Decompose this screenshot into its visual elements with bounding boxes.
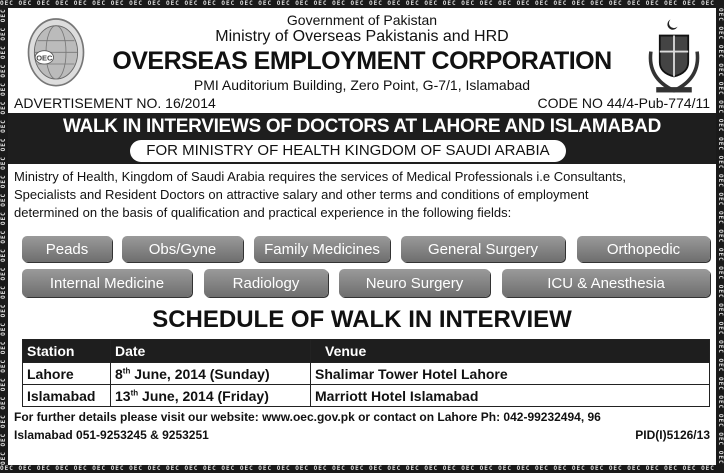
advertisement: [8, 8, 716, 465]
field-chip: Family Medicines: [254, 236, 390, 262]
date-cell: 13th June, 2014 (Friday): [111, 385, 311, 407]
schedule-table: [22, 339, 710, 407]
header-venue: Venue: [311, 340, 710, 363]
footer: [14, 408, 710, 444]
field-chip: Radiology: [204, 269, 328, 297]
field-chip: General Surgery: [401, 236, 565, 262]
field-chip: Peads: [22, 236, 112, 262]
intro-line: Ministry of Health, Kingdom of Saudi Arabia requires the services of Medical Professionals i.e Consultants,: [14, 169, 627, 184]
field-chip: Neuro Surgery: [339, 269, 490, 297]
svg-text:OEC: OEC: [36, 53, 53, 63]
field-chip: Obs/Gyne: [122, 236, 243, 262]
pid-number: PID(I)5126/13: [635, 428, 710, 442]
table-row: [23, 385, 710, 407]
field-chip: Internal Medicine: [22, 269, 192, 297]
venue-cell: Marriott Hotel Islamabad: [311, 385, 710, 407]
border-strip-top: OEC OEC OEC OEC OEC OEC OEC OEC OEC OEC OEC OEC OEC OEC OEC OEC OEC OEC OEC OEC OEC OEC OEC OEC OEC OEC OEC OEC OEC OEC OEC OEC OEC OEC OEC OEC OEC OEC OEC: [0, 0, 715, 7]
headline: WALK IN INTERVIEWS OF DOCTORS AT LAHORE AND ISLAMABAD: [62, 116, 662, 137]
subheadline: FOR MINISTRY OF HEALTH KINGDOM OF SAUDI ARABIA: [130, 140, 566, 162]
oec-logo-icon: [20, 14, 92, 94]
border-strip-left: OEC OEC OEC OEC OEC OEC OEC OEC OEC OEC OEC OEC OEC OEC OEC OEC OEC OEC OEC OEC OEC OEC OEC OEC OEC: [0, 8, 7, 465]
gov-line: Government of Pakistan: [286, 12, 438, 28]
date-cell: 8th June, 2014 (Sunday): [111, 363, 311, 385]
address: PMI Auditorium Building, Zero Point, G-7/1, Islamabad: [193, 77, 531, 93]
code-number: CODE NO 44/4-Pub-774/11: [537, 95, 710, 111]
intro-line: determined on the basis of qualification and practical experience in the following fields:: [14, 205, 512, 220]
venue-cell: Shalimar Tower Hotel Lahore: [311, 363, 710, 385]
table-row: [23, 363, 710, 385]
border-strip-bottom: OEC OEC OEC OEC OEC OEC OEC OEC OEC OEC OEC OEC OEC OEC OEC OEC OEC OEC OEC OEC OEC OEC OEC OEC OEC OEC OEC OEC OEC OEC OEC OEC OEC OEC OEC OEC OEC OEC OEC: [0, 465, 715, 472]
footer-islamabad-line: Islamabad 051-9253245 & 9253251: [14, 428, 209, 442]
station-cell: Lahore: [23, 363, 111, 385]
pakistan-emblem-icon: [640, 16, 708, 96]
ministry-line: Ministry of Overseas Pakistanis and HRD: [215, 28, 509, 45]
footer-row: [14, 426, 710, 444]
advertisement-number: ADVERTISEMENT NO. 16/2014: [14, 95, 216, 111]
header-date: Date: [111, 340, 311, 363]
border-strip-right: OEC OEC OEC OEC OEC OEC OEC OEC OEC OEC OEC OEC OEC OEC OEC OEC OEC OEC OEC OEC OEC OEC OEC OEC OEC: [717, 8, 724, 465]
header-station: Station: [23, 340, 111, 363]
schedule-title: SCHEDULE OF WALK IN INTERVIEW: [152, 306, 572, 333]
table-header-row: [23, 340, 710, 363]
station-cell: Islamabad: [23, 385, 111, 407]
org-title: OVERSEAS EMPLOYMENT CORPORATION: [112, 47, 612, 75]
field-chip: Orthopedic: [577, 236, 710, 262]
intro-text: [14, 168, 710, 222]
field-chip: ICU & Anesthesia: [502, 269, 710, 297]
intro-line: Specialists and Resident Doctors on attractive salary and other terms and conditions of employment: [14, 187, 589, 202]
footer-contact-line: For further details please visit our website: www.oec.gov.pk or contact on Lahore Ph: 042-99232494, 96: [14, 410, 601, 424]
